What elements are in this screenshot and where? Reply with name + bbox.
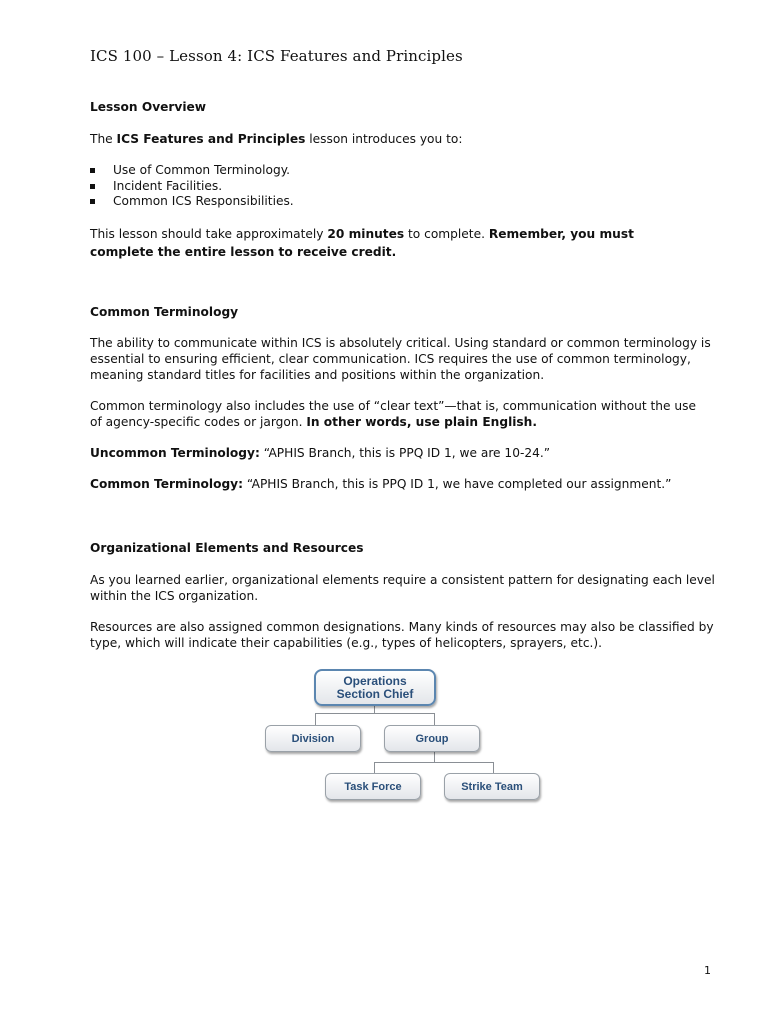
connector-division xyxy=(315,713,316,725)
page-number: 1 xyxy=(704,964,711,977)
terminology-para2 xyxy=(90,398,705,430)
common-example xyxy=(90,476,720,492)
terminology-heading: Common Terminology xyxy=(90,305,239,319)
list-item xyxy=(90,194,294,210)
uncommon-label: Uncommon Terminology: xyxy=(90,446,260,460)
connector-strike-team xyxy=(493,762,494,773)
time-pre: This lesson should take approximately xyxy=(90,227,328,241)
overview-bullet-list xyxy=(90,163,294,210)
reminder-bold: Remember, you must complete the entire lesson to receive credit. xyxy=(90,227,634,259)
terminology-para1: The ability to communicate within ICS is absolutely critical. Using standard or common terminology is essential to ensuring efficient, clear communication. ICS requires the use of common terminology, meaning standard titles for facilities and positions within the organization. xyxy=(90,336,711,382)
bullet-text: Use of Common Terminology. xyxy=(113,163,291,177)
intro-pre: The xyxy=(90,132,117,146)
org-elements-heading: Organizational Elements and Resources xyxy=(90,541,364,555)
connector-horizontal-top xyxy=(315,713,435,714)
org-elements-para1: As you learned earlier, organizational elements require a consistent pattern for designating each level within the ICS organization. xyxy=(90,573,715,603)
uncommon-text: “APHIS Branch, this is PPQ ID 1, we are 10-24.” xyxy=(259,446,551,460)
org-elements-para2: Resources are also assigned common designations. Many kinds of resources may also be classified by type, which will indicate their capabilities (e.g., types of helicopters, sprayers, etc.). xyxy=(90,620,714,650)
uncommon-example xyxy=(90,445,720,461)
task-force-box: Task Force xyxy=(325,773,421,800)
para2-pre: Common terminology also includes the use of “clear text”—that is, communication without the use of agency-specific codes or jargon. xyxy=(90,399,696,429)
connector-task-force xyxy=(374,762,375,773)
strike-team-box: Strike Team xyxy=(444,773,540,800)
division-box: Division xyxy=(265,725,361,752)
bullet-square-icon xyxy=(90,199,95,204)
para2-bold: In other words, use plain English. xyxy=(306,415,537,429)
operations-section-chief-box xyxy=(314,669,436,706)
org-chart-diagram xyxy=(260,664,550,814)
overview-heading: Lesson Overview xyxy=(90,100,207,114)
time-post: to complete. xyxy=(404,227,489,241)
page-title: ICS 100 – Lesson 4: ICS Features and Principles xyxy=(90,47,463,65)
overview-intro xyxy=(90,131,720,147)
group-box: Group xyxy=(384,725,480,752)
top-line1: Operations xyxy=(343,673,407,688)
bullet-text: Common ICS Responsibilities. xyxy=(113,194,294,208)
connector-group-down xyxy=(434,752,435,763)
common-text: “APHIS Branch, this is PPQ ID 1, we have completed our assignment.” xyxy=(243,477,672,491)
bullet-text: Incident Facilities. xyxy=(113,178,223,193)
time-bold: 20 minutes xyxy=(327,227,405,241)
bullet-square-icon xyxy=(90,184,95,189)
list-item xyxy=(90,179,294,195)
common-label: Common Terminology: xyxy=(90,477,243,491)
overview-duration xyxy=(90,225,690,261)
intro-post: lesson introduces you to: xyxy=(305,132,463,146)
bullet-square-icon xyxy=(90,168,95,173)
top-line2: Section Chief xyxy=(336,686,414,701)
intro-bold: ICS Features and Principles xyxy=(116,132,306,146)
connector-group xyxy=(434,713,435,725)
list-item xyxy=(90,163,294,179)
